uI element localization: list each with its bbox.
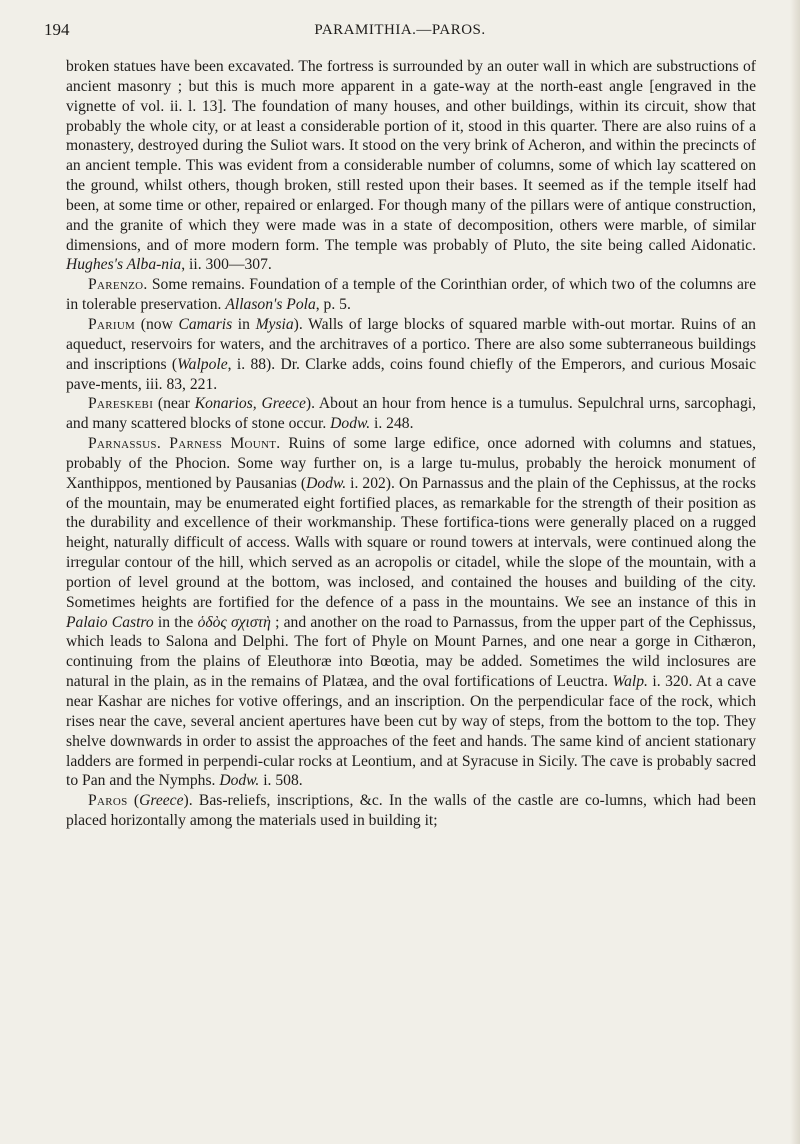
italic-text: Dodw. xyxy=(306,474,347,492)
entry-pareskebi xyxy=(66,394,756,434)
text-run: i. 202). On Parnassus and the plain of the Cephissus, at the rocks of the mountain, may be enumerated eight fortified places, as remarkable for the strength of their position as the durability and excellence of their workmanship. These fortifica-tions were generally placed on a rugged height, naturally difficult of access. Walls with square or round towers at intervals, were continued along the irregular contour of the hill, which served as an acropolis or citadel, while the slope of the mountain, with a portion of level ground at the bottom, was inclosed, and contained the houses and building of the city. Sometimes heights are fortified for the defence of a pass in the mountains. We see an instance of this in xyxy=(66,474,756,611)
text-run: Some remains. Foundation of a temple of the Corinthian order, of which two of the columns are in tolerable preservation. xyxy=(66,276,756,314)
text-run: in xyxy=(232,315,256,333)
italic-text: Mysia xyxy=(255,315,294,333)
italic-text: Hughes's Alba-nia xyxy=(66,256,182,274)
paragraph-continuation xyxy=(66,57,756,275)
entry-headword: Pareskebi xyxy=(88,395,154,413)
entry-paros xyxy=(66,791,756,831)
text-run: ; and another on the road to Parnassus, from the upper part of the Cephissus, which leads to Salona and Delphi. The fort of Phyle on Mount Parnes, and one near a gorge in Cithæron, continuing from the plains of Eleuthoræ into Bœotia, may be added. Sometimes the wild inclosures are natural in the plain, as in the remains of Platæa, and the oval fortifications of Leuctra. xyxy=(66,613,756,691)
text-run: ). Bas-reliefs, inscriptions, &c. In the walls of the castle are co-lumns, which had been placed horizontally among the materials used in building it; xyxy=(66,792,756,830)
entry-headword: Parium xyxy=(88,315,136,333)
text-run: Ruins of some large edifice, once adorned with columns and statues, probably of the Phocion. Some way further on, is a large tu-mulus, probably the heroick monument of Xanthippos, mentioned by Pausanias ( xyxy=(66,435,757,492)
text-run: in the xyxy=(153,613,198,631)
text-run: ( xyxy=(127,792,140,810)
page-edge-shadow xyxy=(790,0,800,1144)
italic-text: Dodw. xyxy=(330,415,371,433)
italic-text: Palaio Castro xyxy=(66,613,154,631)
text-run: , p. 5. xyxy=(315,296,351,314)
running-head: PARAMITHIA.—PAROS. xyxy=(314,22,486,38)
entry-headword: Parenzo. xyxy=(88,276,148,294)
text-run: ). Walls of large blocks of squared marble with-out mortar. Ruins of an aqueduct, reservoirs for waters, and the architraves of a portico. There are also some subterraneous buildings and inscriptions ( xyxy=(66,315,756,373)
text-run: i. 508. xyxy=(259,772,303,790)
italic-text: Walp. xyxy=(612,673,648,691)
text-run: i. 320. At a cave near Kashar are niches for votive offerings, and an inscription. On the perpendicular face of the rock, which rises near the cave, several ancient apertures have been cut by way of steps, from the bottom to the top. They shelve downwards in order to assist the approaches of the feet and hands. The same kind of ancient stationary ladders are formed in perpendi-cular rocks at Leontium, and at Syracuse in Sicily. The cave is probably sacred to Pan and the Nymphs. xyxy=(66,673,756,790)
page-number: 194 xyxy=(44,20,70,39)
italic-text: Konarios, Greece xyxy=(194,395,306,413)
body-text xyxy=(66,57,756,831)
text-run: (now xyxy=(135,315,179,333)
italic-text: Dodw. xyxy=(219,772,260,790)
entry-headword: Paros xyxy=(88,792,128,810)
italic-text: Camaris xyxy=(178,315,233,333)
entry-headword: Parnassus. Parness Mount. xyxy=(88,435,281,453)
italic-text: Greece xyxy=(139,792,184,810)
text-run: (near xyxy=(153,395,195,413)
italic-text: Allason's Pola xyxy=(225,296,316,314)
italic-text: ὁδὸς σχιστὴ xyxy=(197,613,271,631)
text-run: , i. 88). Dr. Clarke adds, coins found chiefly of the Emperors, and curious Mosaic pave-ments, iii. 83, 221. xyxy=(66,355,756,393)
text-run: , ii. 300—307. xyxy=(181,256,272,274)
entry-parnassus xyxy=(66,434,756,791)
italic-text: Walpole xyxy=(177,355,228,373)
entry-parenzo xyxy=(66,275,756,315)
text-run: ). About an hour from hence is a tumulus. Sepulchral urns, sarcophagi, and many scattered blocks of stone occur. xyxy=(66,395,756,433)
entry-parium xyxy=(66,315,756,394)
text-run: i. 248. xyxy=(370,415,414,433)
text-run: broken statues have been excavated. The fortress is surrounded by an outer wall in which are substructions of ancient masonry ; but this is much more apparent in a gate-way at the north-east angle [engraved in the vignette of vol. ii. l. 13]. The foundation of many houses, and other buildings, within its circuit, show that probably the whole city, or at least a considerable portion of it, stood in this quarter. There are also ruins of a monastery, destroyed during the Suliot wars. It stood on the very brink of Acheron, and within the precincts of an ancient temple. This was evident from a considerable number of columns, some of which lay scattered on the ground, whilst others, though broken, still rested upon their bases. It seemed as if the temple itself had been, at some time or other, repaired or enlarged. For though many of the pillars were of antique construction, and the granite of which they were made was in a state of decomposition, others were marble, of similar dimensions, and of more modern form. The temple was probably of Pluto, the site being called Aidonatic. xyxy=(66,58,756,254)
